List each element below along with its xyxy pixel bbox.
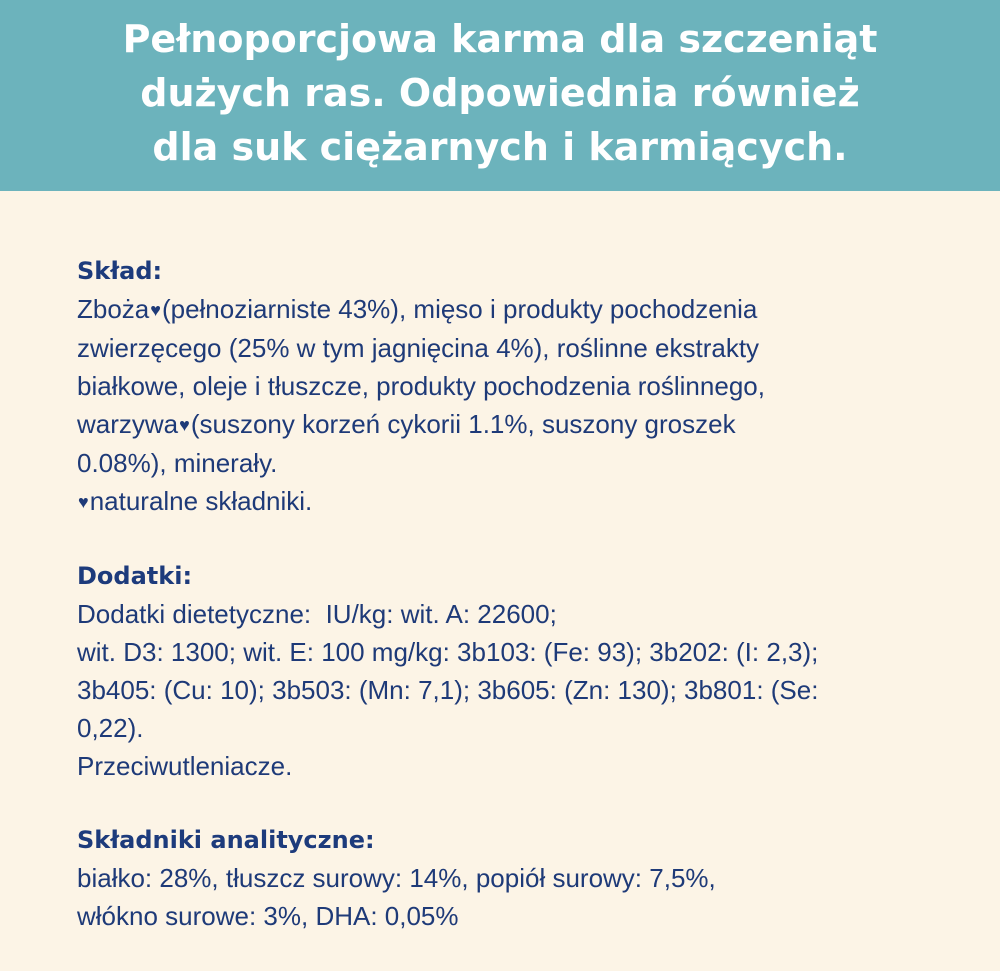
text-fragment: (pełnoziarniste 43%), mięso i produkty pochodzenia xyxy=(161,294,758,324)
product-info xyxy=(77,252,957,971)
heart-icon: ♥ xyxy=(179,415,190,435)
text-line: 0.08%), minerały. xyxy=(77,448,278,478)
text-line: białkowe, oleje i tłuszcze, produkty pochodzenia roślinnego, xyxy=(77,371,765,401)
text-line xyxy=(77,482,957,521)
title-line: Pełnoporcjowa karma dla szczeniąt xyxy=(122,16,878,61)
additives-heading: Dodatki: xyxy=(77,562,193,590)
text-fragment: warzywa xyxy=(77,409,179,439)
heart-icon: ♥ xyxy=(78,492,89,512)
text-line xyxy=(77,405,957,444)
title-line: dużych ras. Odpowiednia również xyxy=(140,70,860,115)
text-fragment: Zboża xyxy=(77,294,150,324)
text-line: włókno surowe: 3%, DHA: 0,05% xyxy=(77,901,459,931)
text-line: zwierzęcego (25% w tym jagnięcina 4%), roślinne ekstrakty xyxy=(77,333,760,363)
analytical-section xyxy=(77,821,957,935)
text-line: 3b405: (Cu: 10); 3b503: (Mn: 7,1); 3b605: (Zn: 130); 3b801: (Se: xyxy=(77,675,819,705)
text-line: Dodatki dietetyczne: IU/kg: wit. A: 22600; xyxy=(77,599,557,629)
composition-text xyxy=(77,290,957,521)
composition-heading: Skład: xyxy=(77,257,163,285)
additives-text xyxy=(77,595,957,785)
text-line xyxy=(77,290,957,329)
composition-section xyxy=(77,252,957,521)
heart-icon: ♥ xyxy=(150,300,161,320)
text-line: wit. D3: 1300; wit. E: 100 mg/kg: 3b103: (Fe: 93); 3b202: (I: 2,3); xyxy=(77,637,819,667)
text-line: białko: 28%, tłuszcz surowy: 14%, popiół surowy: 7,5%, xyxy=(77,863,716,893)
text-line: Przeciwutleniacze. xyxy=(77,751,293,781)
text-fragment: (suszony korzeń cykorii 1.1%, suszony groszek xyxy=(190,409,736,439)
additives-section xyxy=(77,557,957,785)
text-line: 0,22). xyxy=(77,713,144,743)
page-title xyxy=(50,12,950,174)
analytical-heading: Składniki analityczne: xyxy=(77,826,375,854)
analytical-text xyxy=(77,859,957,935)
title-line: dla suk ciężarnych i karmiących. xyxy=(152,124,848,169)
text-fragment: naturalne składniki. xyxy=(89,486,313,516)
header-banner xyxy=(0,0,1000,191)
